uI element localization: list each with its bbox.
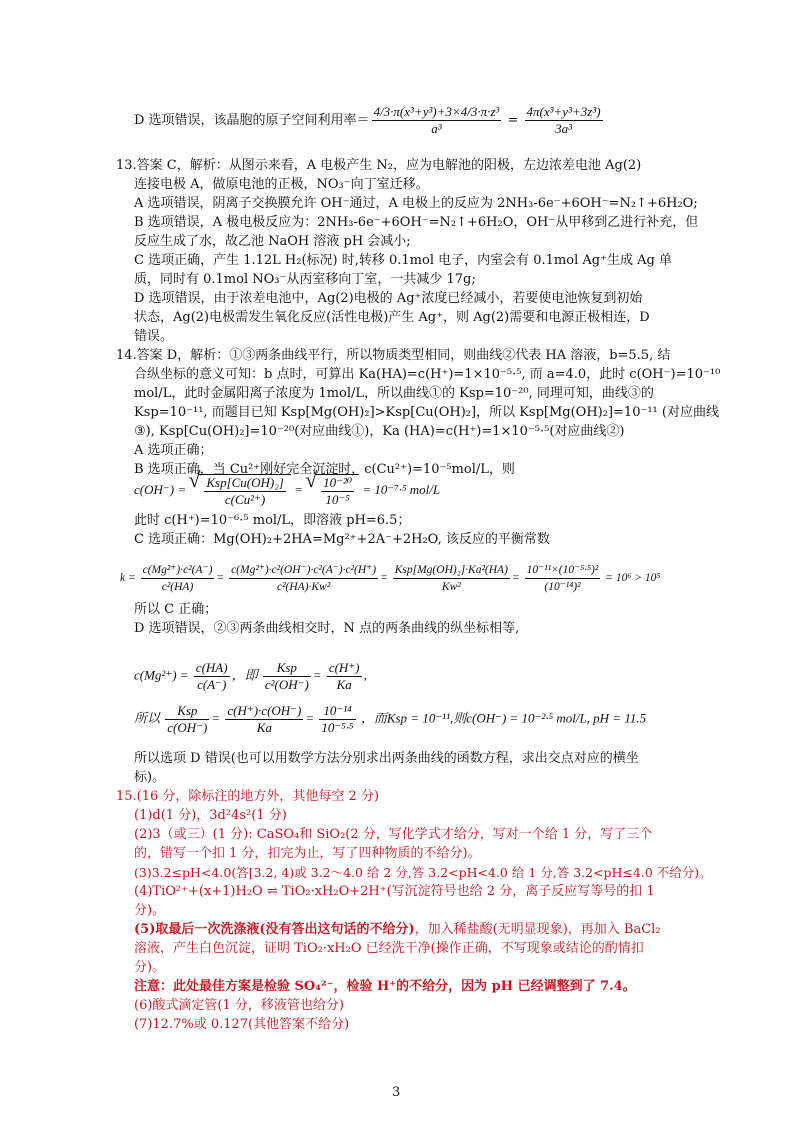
q14-line: A 选项正确； (134, 443, 213, 458)
q15-part: 溶液，产生白色沉淀，证明 TiO₂·xH₂O 已经洗干净(操作正确，不写现象或结论的酌情扣 (134, 941, 644, 956)
q14-line: C 选项正确：Mg(OH)₂+2HA=Mg²⁺+2A⁻+2H₂O, 该反应的平衡常数 (134, 532, 550, 547)
n-point-equation: c(Mg²⁺) = $\frac{c(HA)}{c(A^-)}$ ，即 $\frac{\text{Ksp}}{\text{c²(OH⁻)}}$ = $\frac{c(H^+)}{Ka}$ , (134, 660, 367, 692)
eq-lhs: k = (120, 572, 136, 585)
q14-line: ③), Ksp[Cu(OH)₂]=10⁻²⁰(对应曲线①)，Ka (HA)=c(H⁺)=1×10⁻⁵·⁵(对应曲线②) (134, 424, 625, 439)
numerator: c(H⁺)·c(OH⁻) (227, 703, 302, 718)
numerator: c(H⁺) (328, 660, 360, 675)
d-volume-equation: D 选项错误，该晶胞的原子空间利用率＝ $\frac{\text{4/3·π(x³+y³)+3×4/3·π·z³}}{\text{a³}}$ = $\frac{\text{4π(x³+y³+3z³)}}{\text{3a³}}$ (134, 104, 601, 136)
q14-line: B 选项正确，当 Cu²⁺刚好完全沉淀时，c(Cu²⁺)=10⁻⁵mol/L，则 (134, 462, 515, 477)
q15-part: (6)酸式滴定管(1 分，移液管也给分) (134, 998, 344, 1013)
q13-line: 质，同时有 0.1mol NO₃⁻从丙室移向丁室，一共减少 17g; (134, 272, 476, 287)
denominator: 10⁻⁵·⁵ (321, 720, 354, 735)
q14-line: 所以 C 正确； (134, 602, 218, 617)
numerator: 10⁻¹¹×(10⁻⁵·⁵)² (525, 562, 601, 579)
denominator: c²(OH⁻) (264, 677, 309, 692)
numerator: c(HA) (195, 660, 228, 675)
q15-part: (7)12.7%或 0.127(其他答案不给分) (134, 1017, 350, 1032)
denominator: a³ (431, 121, 442, 136)
denominator: Kw² (441, 581, 461, 593)
q15-part5-bold: (5)取最后一次洗涤液(没有答出这句话的不给分) (134, 922, 415, 937)
q13-line: 错误。 (134, 329, 174, 344)
oh-concentration-equation (134, 474, 440, 508)
q14-line: D 选项错误，②③两条曲线相交时，N 点的两条曲线的纵坐标相等, (134, 621, 520, 636)
eq-lhs: c(OH⁻) = (134, 481, 187, 497)
eq-tail: , (363, 667, 367, 683)
q13-line: C 选项正确，产生 1.12L H₂(标况) 时,转移 0.1mol 电子，内室会有 0.1mol Ag⁺生成 Ag 单 (134, 253, 672, 268)
denominator: c(A⁻) (197, 677, 227, 692)
page-number: 3 (392, 1085, 401, 1100)
q15-part: 分)。 (134, 960, 166, 975)
eq-lhs: c(Mg²⁺) = (134, 667, 189, 683)
q14-line: 所以选项 D 错误(也可以用数学方法分别求出两条曲线的函数方程，求出交点对应的横坐 (134, 751, 639, 766)
sqrt-term (199, 474, 290, 508)
eq-lhs: 所以 (134, 710, 161, 726)
numerator: 4/3·π(x³+y³)+3×4/3·π·z³ (373, 104, 500, 119)
volume-fraction-2 (525, 104, 603, 137)
denominator: 10⁻⁵ (325, 492, 350, 507)
numerator: √ 10⁻²⁰ (323, 475, 353, 490)
q15-part: (3)3.2≤pH<4.0(答[3.2, 4)或 3.2～4.0 给 2 分,答 3.2<pH<4.0 给 1 分,答 3.2<pH≤4.0 不给分)。 (134, 865, 712, 880)
q15-part: 的，错写一个扣 1 分，扣完为止，写了四种物质的不给分)。 (134, 846, 481, 861)
eq-sign: = (294, 481, 303, 497)
q13-line: D 选项错误，由于浓差电池中，Ag(2)电极的 Ag⁺浓度已经减小，若要使电池恢复到初始 (134, 291, 643, 306)
q14-line: Ksp=10⁻¹¹, 而题目已知 Ksp[Mg(OH)₂]>Ksp[Cu(OH)₂]，所以 Ksp[Mg(OH)₂]=10⁻¹¹ (对应曲线 (134, 405, 719, 420)
volume-fraction-1 (372, 104, 502, 137)
q14-line: 合纵坐标的意义可知：b 点时，可算出 Ka(HA)=c(H⁺)=1×10⁻⁵·⁵, 而 a=4.0，此时 c(OH⁻)=10⁻¹⁰ (134, 367, 721, 382)
q14-line: 标)。 (134, 770, 166, 785)
numerator: c(Mg²⁺)·c²(OH⁻)·c²(A⁻)·c²(H⁺) (229, 562, 378, 579)
eq-rhs: = 10⁶ > 10⁵ (605, 572, 661, 585)
q13-line: B 选项错误，A 极电极反应为：2NH₃-6e⁻+6OH⁻=N₂↑+6H₂O，OH⁻从甲移到乙进行补充，但 (134, 215, 699, 230)
q15-part: (2)3（或三）(1 分): CaSO₄和 SiO₂(2 分，写化学式才给分，写对一个给 1 分，写了三个 (134, 827, 653, 842)
denominator: Ka (256, 720, 272, 735)
q15-part: (4)TiO²⁺+(x+1)H₂O ⇌ TiO₂·xH₂O+2H⁺(写沉淀符号也给 2 分，离子反应写等号的扣 1 (134, 884, 655, 899)
q14-line: 此时 c(H⁺)=10⁻⁶·⁵ mol/L，即溶液 pH=6.5； (134, 513, 411, 528)
q15-part: (1)d(1 分)，3d²4s²(1 分) (134, 808, 287, 823)
q15-part5-rest: ，加入稀盐酸(无明显现象)，再加入 BaCl₂ (414, 922, 661, 937)
numerator: 10⁻¹⁴ (319, 703, 355, 720)
denominator: c²(HA)·Kw² (276, 581, 331, 593)
q15-part: 分)。 (134, 903, 166, 918)
numerator: Ksp (263, 660, 311, 677)
eq-rhs: = 10⁻⁷·⁵ mol/L (362, 481, 441, 497)
equilibrium-constant-equation: k = $\frac{\text{c(Mg²⁺)·c²(A⁻)}}{\text{c²(HA)}}$ = $\frac{\text{c(Mg²⁺)·c²(OH⁻)·c²(A⁻)·c²(H⁺)}}{\text{c²(HA)·Kw²}}$ = $\frac{\text{Ksp[Mg(OH)₂]·Ka²(HA)}}{\text{Kw²}}$ = $\frac{\text{10⁻¹¹×(10⁻⁵·⁵)²}}{\text{(10⁻¹⁴)²}}$ = 10⁶ > 10⁵ (120, 564, 661, 593)
q13-line: 反应生成了水，故乙池 NaOH 溶液 pH 会减小; (134, 234, 411, 249)
q15-note: 注意：此处最佳方案是检验 SO₄²⁻，检验 H⁺的不给分，因为 pH 已经调整到了 7.4。 (134, 979, 636, 994)
numerator: Ksp[Mg(OH)₂]·Ka²(HA) (393, 562, 510, 579)
sqrt-term (316, 474, 359, 508)
denominator: c(Cu²⁺) (224, 492, 266, 507)
denominator: 3a³ (555, 121, 572, 136)
denominator: Ka (336, 677, 352, 692)
eq-connector: ，即 (231, 667, 258, 683)
eq-rhs: ，而Ksp = 10⁻¹¹,则c(OH⁻) = 10⁻²·⁵ mol/L, pH = 11.5 (360, 710, 647, 726)
d-volume-text: D 选项错误，该晶胞的原子空间利用率＝ (134, 113, 370, 128)
numerator: 4π(x³+y³+3z³) (526, 104, 601, 119)
numerator: √ Ksp[Cu(OH)₂] (206, 475, 284, 490)
numerator: c(Mg²⁺)·c²(A⁻) (141, 562, 215, 579)
q14-header: 14.答案 D，解析：①③两条曲线平行，所以物质类型相同，则曲线②代表 HA 溶液，b=5.5, 结 (116, 348, 671, 363)
q13-header: 13.答案 C，解析：从图示来看，A 电极产生 N₂，应为电解池的阳极，左边浓差电池 Ag(2) (116, 158, 642, 173)
q13-line: A 选项错误，阴离子交换膜允许 OH⁻通过，A 电极上的反应为 2NH₃-6e⁻+6OH⁻=N₂↑+6H₂O; (134, 196, 698, 211)
denominator: c²(HA) (161, 581, 194, 593)
q14-line: mol/L，此时金属阳离子浓度为 1mol/L，所以曲线①的 Ksp=10⁻²⁰, 同理可知，曲线③的 (134, 386, 654, 401)
denominator: (10⁻¹⁴)² (544, 581, 581, 593)
denominator: c(OH⁻) (167, 720, 208, 735)
q15-header: 15.(16 分，除标注的地方外，其他每空 2 分) (116, 789, 380, 804)
q13-line: 连接电极 A，做原电池的正极，NO₃⁻向丁室迁移。 (134, 177, 429, 192)
so-equation: 所以 $\frac{\text{Ksp}}{c(OH^-)}$ = $\frac{c(H^+)\cdot c(OH^-)}{Ka}$ = $\frac{\text{10⁻¹⁴}}{\text{10⁻⁵·⁵}}$ ，而Ksp = 10⁻¹¹,则c(OH⁻) = 10⁻²·⁵ mol/L, pH = 11.5 (134, 703, 647, 735)
q13-line: 状态，Ag(2)电极需发生氧化反应(活性电极)产生 Ag⁺，则 Ag(2)需要和电源正极相连，D (134, 310, 650, 325)
q15-part (134, 921, 674, 939)
numerator: Ksp (165, 703, 209, 720)
